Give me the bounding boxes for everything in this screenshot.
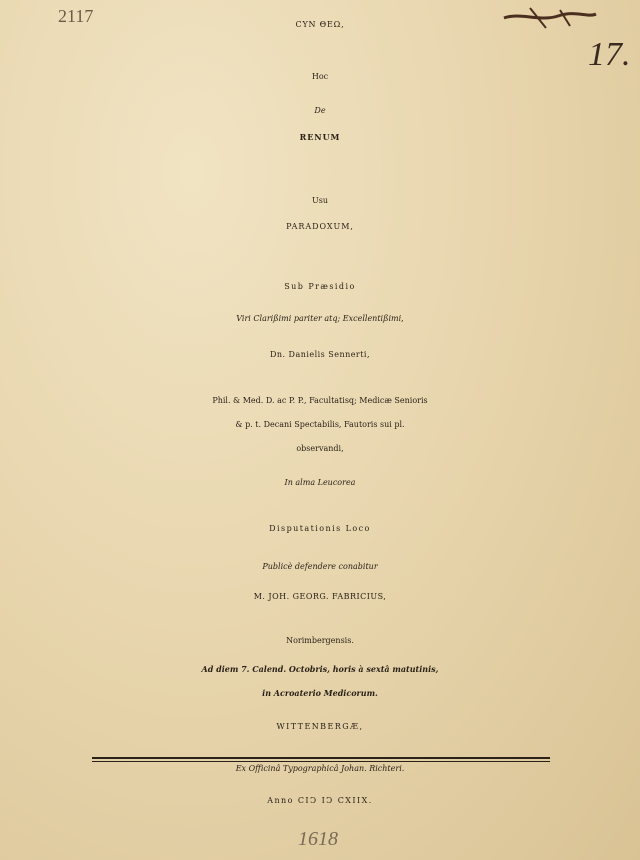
publice-line: Publicè defendere conabitur: [262, 562, 378, 571]
respondent-origin: Norimbergensis.: [286, 636, 354, 645]
folio-number: 17.: [588, 36, 631, 73]
de-line: De: [314, 106, 326, 115]
ink-flourish: [500, 4, 600, 34]
title-paradoxum: PARADOXUM,: [286, 222, 354, 231]
imprint-city: WITTENBERGÆ,: [276, 722, 364, 731]
date-line-2: in Acroaterio Medicorum.: [262, 688, 378, 698]
date-line-1: Ad diem 7. Calend. Octobris, horis à sextâ matutinis,: [201, 664, 439, 674]
year-annotation: 1618: [298, 828, 338, 850]
imprint-printer: Ex Officinâ Typographicâ Johan. Richteri.: [235, 764, 405, 773]
shelf-number: 2117: [58, 6, 94, 26]
praeses-titles-2: & p. t. Decani Spectabilis, Fautoris sui pl.: [235, 420, 405, 429]
sub-praesidio: Sub Præsidio: [284, 282, 356, 291]
imprint-year: Anno CIↃ IↃ CXIIX.: [267, 796, 373, 805]
title-renum: RENUM: [299, 132, 341, 142]
praeses-epithet: Viri Clarißimi pariter atq; Excellentißimi,: [236, 314, 404, 323]
usu-line: Usu: [312, 196, 328, 205]
hoc-line: Hoc: [311, 72, 329, 81]
imprint-rule-top: [92, 757, 550, 759]
in-alma-leucorea: In alma Leucorea: [284, 478, 356, 487]
respondent-name: M. JOH. GEORG. FABRICIUS,: [253, 592, 387, 601]
praeses-name: Dn. Danielis Sennerti,: [269, 350, 370, 359]
praeses-titles-1: Phil. & Med. D. ac P. P., Facultatisq; Medicæ Senioris: [212, 396, 428, 405]
disputationis-loco: Disputationis Loco: [269, 524, 371, 533]
praeses-titles-3: observandi,: [296, 444, 344, 453]
imprint-rule-bottom: [92, 761, 550, 762]
invocation: CYN ΘEΩ,: [295, 20, 345, 29]
